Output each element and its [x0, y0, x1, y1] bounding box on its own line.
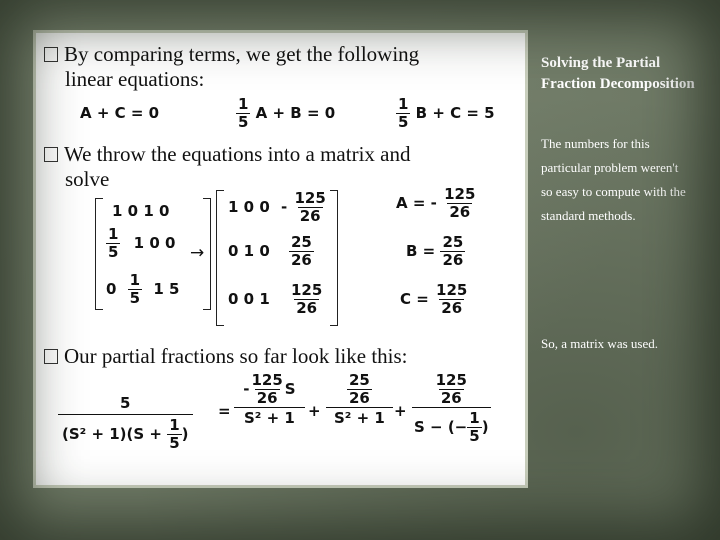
right-matrix-row2: 0 1 0 $\frac{25}{26}$ — [228, 233, 312, 269]
equation-1: A + C = 0 — [80, 104, 160, 122]
checkbox-bullet-icon — [44, 47, 58, 62]
bullet-text-line2: linear equations: — [65, 67, 205, 91]
left-matrix-row1: 1 0 1 0 — [112, 202, 170, 220]
left-matrix-bracket-open — [95, 198, 103, 310]
plus-sign-2: + — [394, 402, 407, 420]
solution-a: A = - $\frac{125}{26}$ — [396, 185, 476, 221]
equation-3: $\frac{1}{5}$ B + C = 5 — [398, 95, 495, 131]
right-matrix-bracket-open — [216, 190, 224, 326]
bullet-text-line1: We throw the equations into a matrix and — [64, 142, 411, 166]
plus-sign-1: + — [308, 402, 321, 420]
left-matrix-row3: 0 $\frac{1}{5}$ 1 5 — [106, 271, 180, 307]
term-3: $\frac{125}{26}$ S − (− $\frac{1}{5}$ ) — [414, 371, 489, 445]
arrow-icon: → — [190, 243, 205, 263]
bullet-text-line1: By comparing terms, we get the following — [64, 42, 420, 66]
equals-sign: = — [218, 402, 231, 420]
solution-c: C = $\frac{125}{26}$ — [400, 281, 468, 317]
checkbox-bullet-icon — [44, 147, 58, 162]
bullet-text-line1: Our partial fractions so far look like this: — [64, 344, 408, 368]
checkbox-bullet-icon — [44, 349, 58, 364]
right-matrix-bracket-close — [330, 190, 338, 326]
lhs-fraction: 5 (S² + 1)(S + $\frac{1}{5}$ ) — [58, 392, 193, 452]
term-2: $\frac{\frac{25}{26}}{\text{S² + 1}}$ — [326, 372, 393, 427]
bullet-partial-fractions — [44, 344, 408, 369]
equation-2: $\frac{1}{5}$ A + B = 0 — [238, 95, 336, 131]
solution-b: B = $\frac{25}{26}$ — [406, 233, 464, 269]
sidebar-title: Solving the Partial Fraction Decomposition — [541, 55, 695, 92]
sidebar-paragraph-2: So, a matrix was used. — [541, 336, 658, 351]
sidebar-paragraph-1: The numbers for this particular problem weren't so easy to compute with the standard methods. — [541, 136, 686, 223]
bullet-comparing-terms — [44, 42, 419, 92]
bullet-text-line2: solve — [65, 167, 110, 189]
term-1: - $\frac{125}{26}$ S S² + 1 — [234, 372, 305, 427]
left-matrix-row2: $\frac{1}{5}$ 1 0 0 — [108, 225, 176, 261]
bullet-matrix — [44, 142, 410, 189]
right-matrix-row3: 0 0 1 $\frac{125}{26}$ — [228, 281, 323, 317]
right-matrix-row1: 1 0 0 - $\frac{125}{26}$ — [228, 189, 326, 225]
